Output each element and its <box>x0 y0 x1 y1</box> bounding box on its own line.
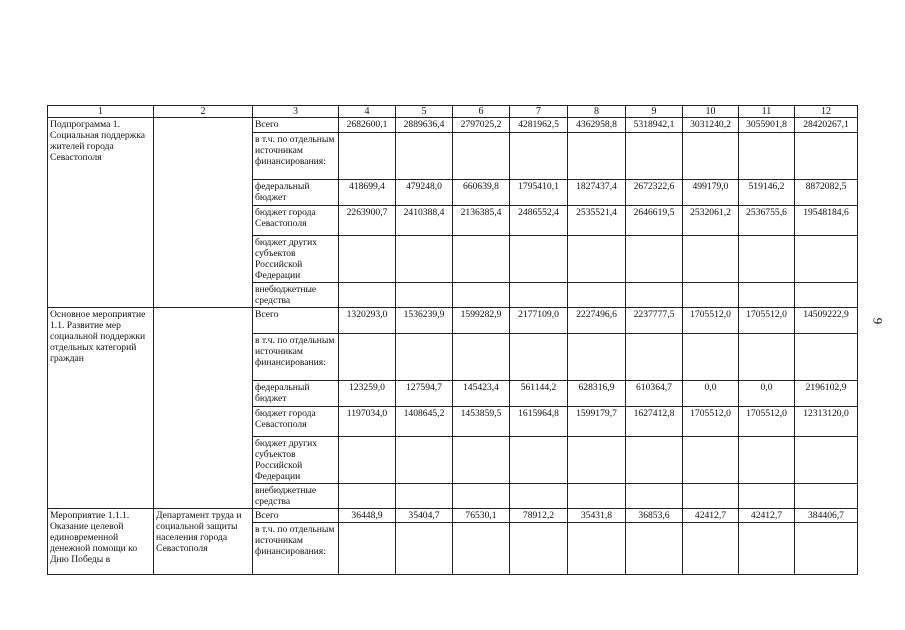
value-cell: 2682600,1 <box>339 118 396 133</box>
value-cell: 36853,6 <box>626 509 683 523</box>
value-cell <box>396 437 453 484</box>
value-cell <box>510 523 568 575</box>
value-cell: 78912,2 <box>510 509 568 523</box>
header-cell: 7 <box>510 106 568 118</box>
value-cell <box>683 133 739 180</box>
header-cell: 9 <box>626 106 683 118</box>
value-cell <box>339 283 396 308</box>
value-cell: 4281962,5 <box>510 118 568 133</box>
value-cell <box>683 283 739 308</box>
value-cell <box>510 437 568 484</box>
value-cell: 1705512,0 <box>683 308 739 334</box>
header-row <box>48 106 858 118</box>
value-cell: 2410388,4 <box>396 206 453 236</box>
value-cell: 2486552,4 <box>510 206 568 236</box>
header-cell: 4 <box>339 106 396 118</box>
section-name-cell: Подпрограмма 1. Социальная поддержка жителей города Севастополя <box>48 118 154 308</box>
value-cell: 628316,9 <box>568 381 626 407</box>
value-cell: 610364,7 <box>626 381 683 407</box>
value-cell: 499179,0 <box>683 180 739 206</box>
value-cell <box>396 236 453 283</box>
value-cell <box>510 334 568 381</box>
value-cell: 2136385,4 <box>453 206 510 236</box>
table-row <box>48 509 858 523</box>
value-cell: 0,0 <box>739 381 795 407</box>
value-cell <box>339 334 396 381</box>
value-cell <box>739 437 795 484</box>
value-cell <box>795 437 858 484</box>
value-cell <box>739 334 795 381</box>
value-cell <box>453 334 510 381</box>
value-cell: 2196102,9 <box>795 381 858 407</box>
value-cell: 4362958,8 <box>568 118 626 133</box>
executor-cell <box>154 308 253 509</box>
value-cell: 1705512,0 <box>739 308 795 334</box>
value-cell: 145423,4 <box>453 381 510 407</box>
value-cell <box>795 484 858 509</box>
value-cell <box>453 283 510 308</box>
value-cell <box>683 334 739 381</box>
value-cell: 1453859,5 <box>453 407 510 437</box>
section-name-cell: Основное мероприятие 1.1. Развитие мер социальной поддержки отдельных категорий граждан <box>48 308 154 509</box>
value-cell <box>339 236 396 283</box>
value-cell: 1320293,0 <box>339 308 396 334</box>
source-label-cell: внебюджетные средства <box>253 484 339 509</box>
value-cell: 479248,0 <box>396 180 453 206</box>
value-cell <box>453 523 510 575</box>
value-cell <box>683 437 739 484</box>
page-number: 9 <box>870 317 886 325</box>
value-cell: 14509222,9 <box>795 308 858 334</box>
header-cell: 11 <box>739 106 795 118</box>
value-cell: 1197034,0 <box>339 407 396 437</box>
value-cell <box>396 484 453 509</box>
value-cell <box>510 236 568 283</box>
value-cell <box>568 334 626 381</box>
value-cell: 127594,7 <box>396 381 453 407</box>
value-cell <box>568 437 626 484</box>
value-cell: 561144,2 <box>510 381 568 407</box>
value-cell <box>510 283 568 308</box>
value-cell: 2177109,0 <box>510 308 568 334</box>
value-cell <box>396 133 453 180</box>
value-cell <box>739 523 795 575</box>
value-cell: 2532061,2 <box>683 206 739 236</box>
value-cell: 35431,8 <box>568 509 626 523</box>
value-cell: 123259,0 <box>339 381 396 407</box>
source-label-cell: федеральный бюджет <box>253 180 339 206</box>
source-label-cell: бюджет города Севастополя <box>253 206 339 236</box>
header-cell: 6 <box>453 106 510 118</box>
value-cell: 2797025,2 <box>453 118 510 133</box>
executor-cell: Департамент труда и социальной защиты населения города Севастополя <box>154 509 253 575</box>
value-cell: 1705512,0 <box>739 407 795 437</box>
value-cell: 660639,8 <box>453 180 510 206</box>
value-cell: 28420267,1 <box>795 118 858 133</box>
value-cell <box>339 523 396 575</box>
financing-table <box>47 105 858 575</box>
header-cell: 5 <box>396 106 453 118</box>
value-cell: 1705512,0 <box>683 407 739 437</box>
value-cell <box>568 133 626 180</box>
table-row <box>48 118 858 133</box>
value-cell: 418699,4 <box>339 180 396 206</box>
value-cell <box>626 484 683 509</box>
value-cell: 1795410,1 <box>510 180 568 206</box>
value-cell: 2227496,6 <box>568 308 626 334</box>
value-cell <box>795 334 858 381</box>
value-cell <box>626 283 683 308</box>
source-label-cell: Всего <box>253 118 339 133</box>
value-cell <box>795 523 858 575</box>
value-cell: 384406,7 <box>795 509 858 523</box>
value-cell <box>683 523 739 575</box>
value-cell <box>396 283 453 308</box>
value-cell <box>510 133 568 180</box>
value-cell <box>396 523 453 575</box>
value-cell: 1408645,2 <box>396 407 453 437</box>
source-label-cell: бюджет других субъектов Российской Федерации <box>253 437 339 484</box>
value-cell <box>626 334 683 381</box>
header-cell: 8 <box>568 106 626 118</box>
value-cell <box>453 236 510 283</box>
table-body <box>48 106 858 575</box>
source-label-cell: в т.ч. по отдельным источникам финансирования: <box>253 334 339 381</box>
value-cell: 2672322,6 <box>626 180 683 206</box>
source-label-cell: бюджет других субъектов Российской Федерации <box>253 236 339 283</box>
value-cell <box>568 236 626 283</box>
value-cell <box>626 437 683 484</box>
value-cell <box>510 484 568 509</box>
source-label-cell: Всего <box>253 308 339 334</box>
value-cell <box>626 236 683 283</box>
value-cell: 8872082,5 <box>795 180 858 206</box>
header-cell: 12 <box>795 106 858 118</box>
value-cell: 2237777,5 <box>626 308 683 334</box>
header-cell: 10 <box>683 106 739 118</box>
source-label-cell: в т.ч. по отдельным источникам финансирования: <box>253 133 339 180</box>
value-cell <box>339 484 396 509</box>
value-cell <box>739 283 795 308</box>
value-cell: 76530,1 <box>453 509 510 523</box>
value-cell: 3031240,2 <box>683 118 739 133</box>
value-cell: 42412,7 <box>739 509 795 523</box>
source-label-cell: бюджет города Севастополя <box>253 407 339 437</box>
value-cell: 519146,2 <box>739 180 795 206</box>
value-cell: 1536239,9 <box>396 308 453 334</box>
value-cell: 1615964,8 <box>510 407 568 437</box>
executor-cell <box>154 118 253 308</box>
value-cell <box>453 133 510 180</box>
value-cell: 5318942,1 <box>626 118 683 133</box>
value-cell <box>739 484 795 509</box>
value-cell <box>568 523 626 575</box>
value-cell <box>626 523 683 575</box>
value-cell <box>453 484 510 509</box>
value-cell: 2535521,4 <box>568 206 626 236</box>
value-cell: 2889636,4 <box>396 118 453 133</box>
value-cell: 36448,9 <box>339 509 396 523</box>
value-cell: 1599282,9 <box>453 308 510 334</box>
value-cell: 2536755,6 <box>739 206 795 236</box>
value-cell <box>683 484 739 509</box>
value-cell: 42412,7 <box>683 509 739 523</box>
value-cell <box>568 484 626 509</box>
value-cell: 0,0 <box>683 381 739 407</box>
value-cell <box>795 133 858 180</box>
value-cell: 19548184,6 <box>795 206 858 236</box>
source-label-cell: федеральный бюджет <box>253 381 339 407</box>
table-row <box>48 308 858 334</box>
value-cell <box>626 133 683 180</box>
value-cell: 2646619,5 <box>626 206 683 236</box>
value-cell <box>739 236 795 283</box>
source-label-cell: в т.ч. по отдельным источникам финансирования: <box>253 523 339 575</box>
value-cell: 1599179,7 <box>568 407 626 437</box>
value-cell: 12313120,0 <box>795 407 858 437</box>
value-cell: 35404,7 <box>396 509 453 523</box>
value-cell <box>568 283 626 308</box>
header-cell: 3 <box>253 106 339 118</box>
value-cell: 2263900,7 <box>339 206 396 236</box>
value-cell <box>683 236 739 283</box>
value-cell <box>339 133 396 180</box>
value-cell <box>795 236 858 283</box>
value-cell <box>795 283 858 308</box>
value-cell: 1827437,4 <box>568 180 626 206</box>
value-cell <box>339 437 396 484</box>
header-cell: 1 <box>48 106 154 118</box>
value-cell: 1627412,8 <box>626 407 683 437</box>
source-label-cell: Всего <box>253 509 339 523</box>
source-label-cell: внебюджетные средства <box>253 283 339 308</box>
value-cell <box>739 133 795 180</box>
value-cell <box>453 437 510 484</box>
section-name-cell: Мероприятие 1.1.1. Оказание целевой единовременной денежной помощи ко Дню Победы в <box>48 509 154 575</box>
value-cell <box>396 334 453 381</box>
header-cell: 2 <box>154 106 253 118</box>
value-cell: 3055901,8 <box>739 118 795 133</box>
